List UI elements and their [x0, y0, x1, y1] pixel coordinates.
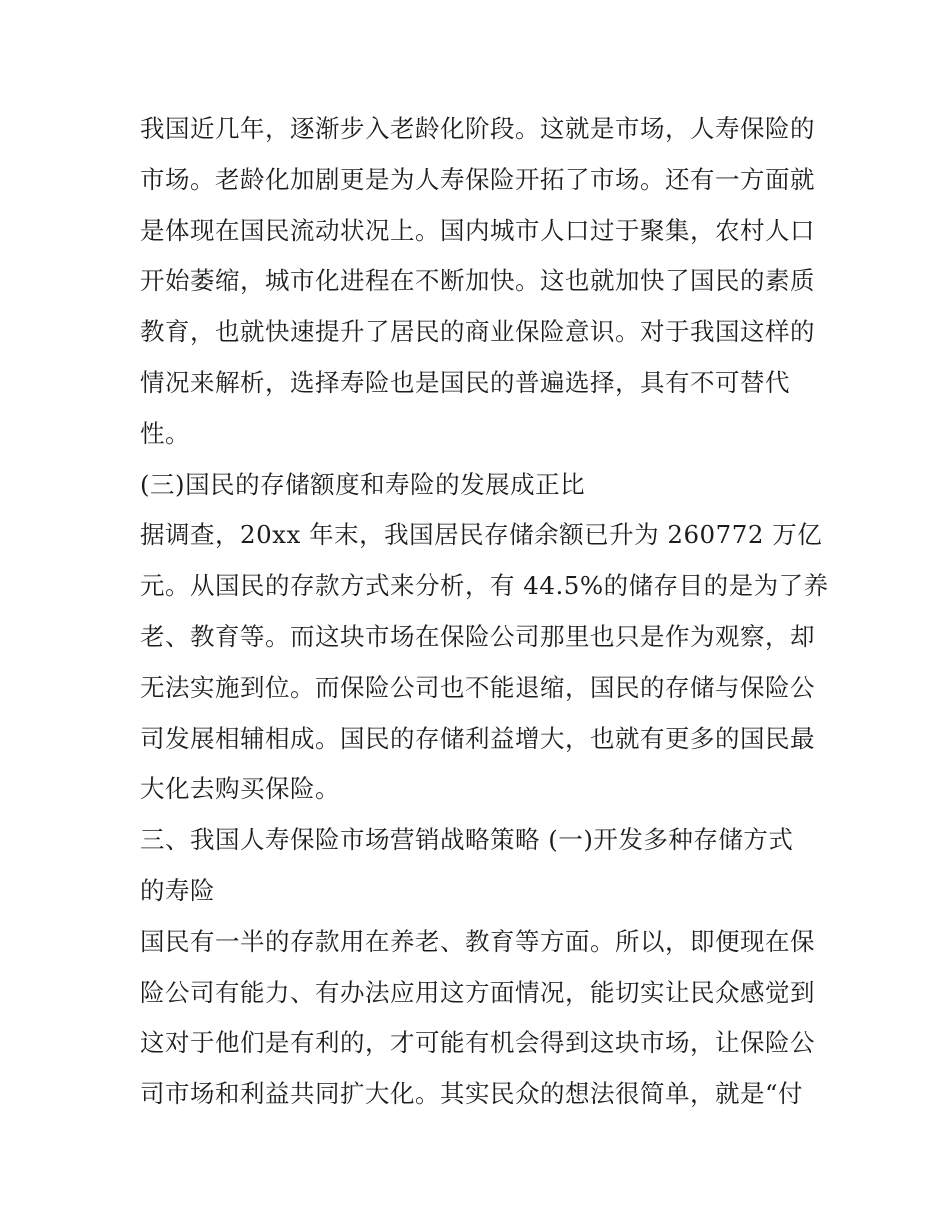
text-line: 险公司有能力、有办法应用这方面情况，能切实让民众感觉到: [140, 977, 815, 1007]
body-text: [140, 104, 829, 1120]
text-line: 司市场和利益共同扩大化。其实民众的想法很简单，就是“付: [140, 1079, 804, 1109]
text-line: 市场。老龄化加剧更是为人寿保险开拓了市场。还有一方面就: [140, 164, 815, 194]
text-line: 无法实施到位。而保险公司也不能退缩，国民的存储与保险公: [140, 672, 815, 702]
text-line: 是体现在国民流动状况上。国内城市人口过于聚集，农村人口: [140, 215, 815, 245]
text-line: 老、教育等。而这块市场在保险公司那里也只是作为观察，却: [140, 621, 815, 651]
text-line: 大化去购买保险。: [140, 774, 340, 804]
text-line: 元。从国民的存款方式来分析，有 44.5%的储存目的是为了养: [140, 571, 829, 601]
section-heading: 三、我国人寿保险市场营销战略策略 (一)开发多种存储方式: [140, 825, 794, 855]
text-line: 性。: [140, 418, 190, 448]
text-line: 这对于他们是有利的，才可能有机会得到这块市场，让保险公: [140, 1028, 815, 1058]
text-line: 国民有一半的存款用在养老、教育等方面。所以，即便现在保: [140, 926, 815, 956]
section-heading: (三)国民的存储额度和寿险的发展成正比: [140, 469, 586, 499]
text-line: 情况来解析，选择寿险也是国民的普遍选择，具有不可替代: [140, 367, 790, 397]
text-line: 开始萎缩，城市化进程在不断加快。这也就加快了国民的素质: [140, 266, 815, 296]
text-line: 我国近几年，逐渐步入老龄化阶段。这就是市场，人寿保险的: [140, 114, 815, 143]
text-line: 司发展相辅相成。国民的存储利益增大，也就有更多的国民最: [140, 723, 815, 753]
text-line: 据调查，20xx 年末，我国居民存储余额已升为 260772 万亿: [140, 520, 823, 550]
text-line: 教育，也就快速提升了居民的商业保险意识。对于我国这样的: [140, 317, 815, 347]
section-heading: 的寿险: [140, 875, 215, 905]
